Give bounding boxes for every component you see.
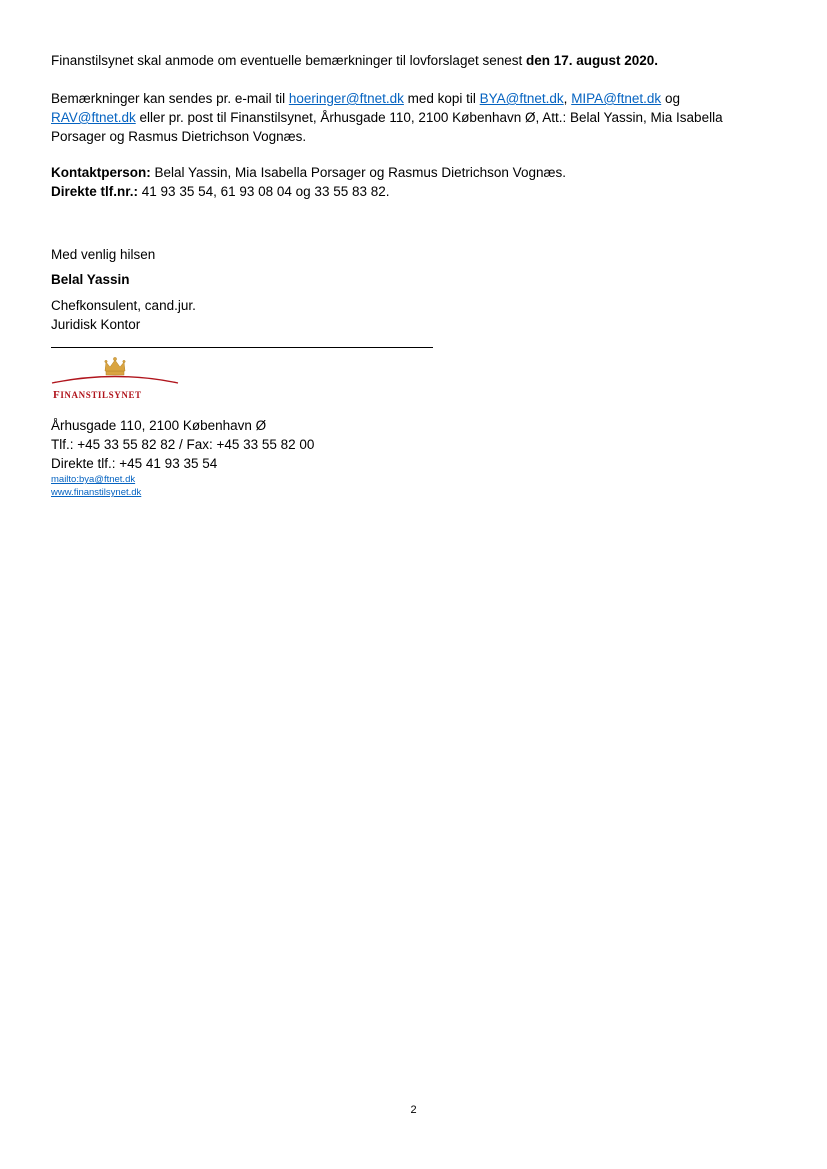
signer-office: Juridisk Kontor (51, 317, 141, 332)
deadline-paragraph (51, 52, 658, 70)
footer-mailto-link-row (51, 474, 135, 486)
submission-text: med kopi til (403, 91, 480, 106)
submission-text: Porsager og Rasmus Dietrichson Vognæs. (51, 129, 307, 144)
footer-direct-phone: Direkte tlf.: +45 41 93 35 54 (51, 456, 218, 471)
page-number: 2 (410, 1104, 417, 1116)
contact-names: Belal Yassin, Mia Isabella Porsager og Rasmus Dietrichson Vognæs. (150, 165, 566, 180)
contact-label: Kontaktperson: (51, 165, 151, 180)
footer-web-link-row (51, 487, 141, 499)
email-link-rav[interactable]: RAV@ftnet.dk (51, 110, 136, 125)
submission-line-1 (51, 90, 680, 108)
logo-arc (52, 377, 178, 384)
logo-rest: INANSTILSYNET (60, 390, 142, 400)
submission-line-2 (51, 109, 723, 127)
email-link-bya[interactable]: BYA@ftnet.dk (479, 91, 564, 106)
signature-divider (51, 347, 433, 348)
contact-line (51, 164, 566, 182)
deadline-text: Finanstilsynet skal anmode om eventuelle bemærkninger til lovforslaget senest (51, 53, 526, 68)
separator: , (563, 91, 572, 106)
submission-line-3 (51, 128, 306, 146)
logo-wordmark (53, 389, 142, 401)
mailto-link[interactable]: mailto:bya@ftnet.dk (51, 474, 136, 485)
submission-text: Bemærkninger kan sendes pr. e-mail til (51, 91, 289, 106)
greeting: Med venlig hilsen (51, 247, 156, 262)
email-link-mipa[interactable]: MIPA@ftnet.dk (571, 91, 662, 106)
crown-icon (105, 357, 125, 375)
footer-address: Århusgade 110, 2100 København Ø (51, 418, 267, 433)
submission-text: eller pr. post til Finanstilsynet, Århusgade 110, 2100 København Ø, Att.: Belal Yassin, Mia Isabella (135, 110, 723, 125)
footer-phone-fax: Tlf.: +45 33 55 82 82 / Fax: +45 33 55 82 00 (51, 437, 315, 452)
signer-name: Belal Yassin (51, 272, 130, 287)
phone-numbers: 41 93 35 54, 61 93 08 04 og 33 55 83 82. (138, 184, 390, 199)
website-link[interactable]: www.finanstilsynet.dk (51, 487, 142, 498)
deadline-date: den 17. august 2020. (526, 53, 659, 68)
phone-label: Direkte tlf.nr.: (51, 184, 139, 199)
logo-initial: F (53, 389, 61, 401)
signer-title: Chefkonsulent, cand.jur. (51, 298, 196, 313)
email-link-hoeringer[interactable]: hoeringer@ftnet.dk (288, 91, 404, 106)
phone-line (51, 183, 390, 201)
submission-text: og (661, 91, 680, 106)
